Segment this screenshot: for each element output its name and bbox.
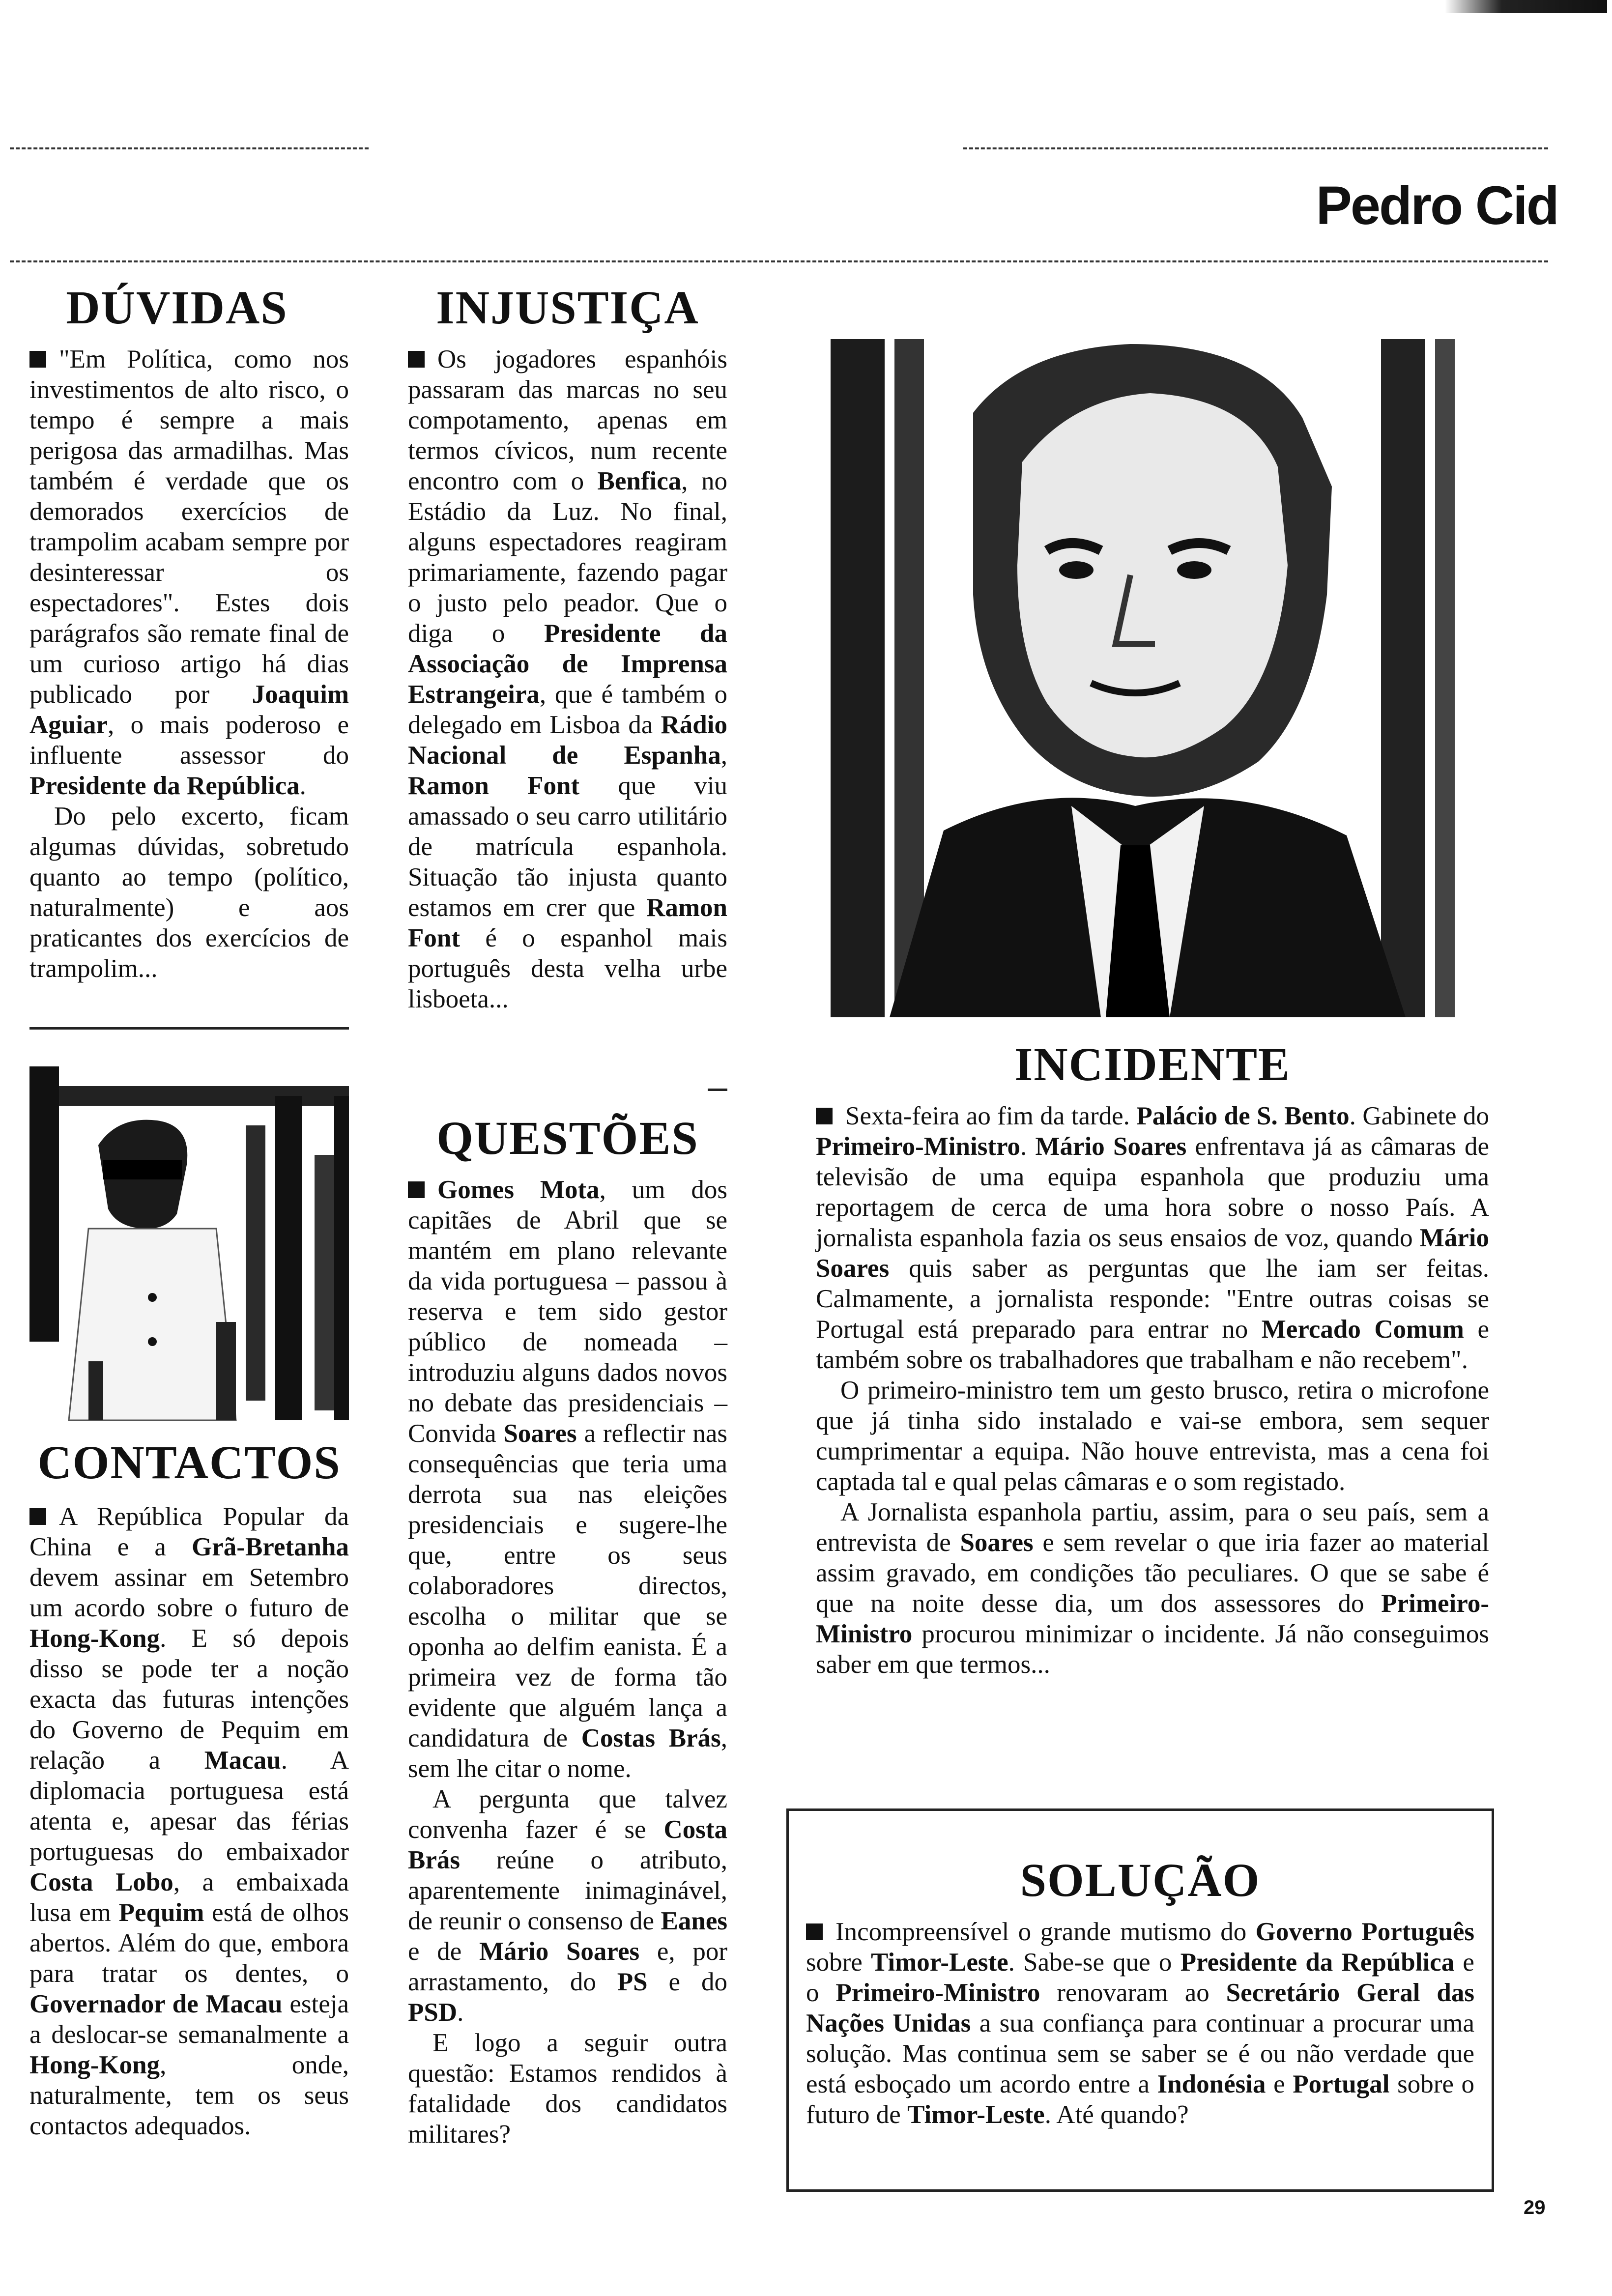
page-number: 29 <box>1524 2197 1546 2218</box>
photo-portrait-man <box>816 339 1489 1017</box>
questoes-paragraph-3: E logo a seguir outra questão: Estamos rendidos à fatalidade dos candidatos militares? <box>408 2029 727 2149</box>
bullet-square-icon <box>29 351 46 368</box>
questoes-heading: QUESTÕES <box>436 1112 699 1164</box>
incidente-heading: INCIDENTE <box>1014 1038 1291 1091</box>
photo-man-sunglasses <box>29 1066 349 1425</box>
duvidas-article <box>29 344 349 984</box>
contactos-heading: CONTACTOS <box>37 1436 341 1489</box>
bullet-square-icon <box>806 1923 823 1940</box>
author-name: Pedro Cid <box>1316 175 1558 236</box>
incidente-paragraph-2: O primeiro-ministro tem um gesto brusco, retira o microfone que já tinha sido instalado e vai-se embora, sem sequer cumprimentar a equipa. Não houve entrevista, mas a cena foi captada tal e qual pelas câmaras e o som registado. <box>816 1376 1489 1496</box>
header-rule-right <box>963 147 1548 149</box>
bullet-square-icon <box>408 351 425 368</box>
solucao-heading: SOLUÇÃO <box>1020 1854 1261 1906</box>
questoes-article <box>408 1175 727 2150</box>
contactos-article <box>29 1501 349 2141</box>
column2-short-rule <box>708 1089 727 1091</box>
incidente-paragraph-1: Sexta-feira ao fim da tarde. Palácio de S. Bento. Gabinete do Primeiro-Ministro. Mário Soares enfrentava já as câmaras de televisão de uma equipa espanhola que produziu uma reportagem de cerca de uma hora sobre o nosso País. A jornalista espanhola fazia os seus ensaios de voz, quando Mário Soares quis saber as perguntas que lhe iam ser feitas. Calmamente, a jornalista responde: "Entre outras coisas se Portugal está preparado para entrar no Mercado Comum e também sobre os trabalhadores que trabalham e não recebem". <box>816 1102 1490 1374</box>
questoes-paragraph-2: A pergunta que talvez convenha fazer é se Costa Brás reúne o atributo, aparentemente inimaginável, de reunir o consenso de Eanes e de Mário Soares e, por arrastamento, do PS e do PSD. <box>408 1785 727 2027</box>
incidente-paragraph-3: A Jornalista espanhola partiu, assim, para o seu país, sem a entrevista de Soares e sem revelar o que iria fazer ao material assim gravado, em condições tão peculiares. O que se sabe é que na noite desse dia, um dos assessores do Primeiro-Ministro procurou minimizar o incidente. Já não conseguimos saber em que termos... <box>816 1498 1489 1679</box>
contactos-paragraph-1: A República Popular da China e a Grã-Bretanha devem assinar em Setembro um acordo sobre o futuro de Hong-Kong. E só depois disso se pode ter a noção exacta das futuras intenções do Governo de Pequim em relação a Macau. A diplomacia portuguesa está atenta e, apesar das férias portuguesas do embaixador Costa Lobo, a embaixada lusa em Pequim está de olhos abertos. Além do que, embora para tratar os dentes, o Governador de Macau esteja a deslocar-se semanalmente a Hong-Kong, onde, naturalmente, tem os seus contactos adequados. <box>29 1502 349 2140</box>
header-rule-bottom <box>10 260 1548 262</box>
bullet-square-icon <box>816 1108 833 1124</box>
bullet-square-icon <box>408 1181 425 1198</box>
solucao-paragraph-1: Incompreensível o grande mutismo do Governo Português sobre Timor-Leste. Sabe-se que o Presidente da República e o Primeiro-Ministro renovaram ao Secretário Geral das Nações Unidas a sua confiança para continuar a procurar uma solução. Mas continua sem se saber se é ou não verdade que está esboçado um acordo entre a Indonésia e Portugal sobre o futuro de Timor-Leste. Até quando? <box>806 1918 1474 2129</box>
column1-divider <box>29 1027 349 1030</box>
injustica-heading: INJUSTIÇA <box>436 281 699 334</box>
injustica-article <box>408 344 727 1014</box>
top-decorative-bar <box>1445 0 1607 13</box>
questoes-paragraph-1: Gomes Mota, um dos capitães de Abril que se mantém em plano relevante da vida portuguesa – passou à reserva e tem sido gestor público de nomeada – introduziu alguns dados novos no debate das presidenciais – Convida Soares a reflectir nas consequências que teria uma derrota sua nas eleições presidenciais e sugere-lhe que, entre os seus colaboradores directos, escolha o militar que se oponha ao delfim eanista. É a primeira vez de forma tão evidente que alguém lança a candidatura de Costas Brás, sem lhe citar o nome. <box>408 1176 727 1783</box>
incidente-article <box>816 1101 1489 1680</box>
bullet-square-icon <box>29 1508 46 1525</box>
solucao-article <box>806 1917 1474 2130</box>
header-rule-left <box>10 147 369 149</box>
duvidas-paragraph-2: Do pelo excerto, ficam algumas dúvidas, sobretudo quanto ao tempo (político, naturalmente) e aos praticantes dos exercícios de trampolim... <box>29 802 349 983</box>
duvidas-paragraph-1: "Em Política, como nos investimentos de alto risco, o tempo é sempre a mais perigosa das armadilhas. Mas também é verdade que os demorados exercícios de trampolim acabam sempre por desinteressar os espectadores". Estes dois parágrafos são remate final de um curioso artigo há dias publicado por Joaquim Aguiar, o mais poderoso e influente assessor do Presidente da República. <box>29 345 349 800</box>
duvidas-heading: DÚVIDAS <box>66 281 288 334</box>
injustica-paragraph-1: Os jogadores espanhóis passaram das marcas no seu compotamento, apenas em termos cívicos, num recente encontro com o Benfica, no Estádio da Luz. No final, alguns espectadores reagiram primariamente, fazendo pagar o justo pelo peador. Que o diga o Presidente da Associação de Imprensa Estrangeira, que é também o delegado em Lisboa da Rádio Nacional de Espanha, Ramon Font que viu amassado o seu carro utilitário de matrícula espanhola. Situação tão injusta quanto estamos em crer que Ramon Font é o espanhol mais português desta velha urbe lisboeta... <box>408 345 728 1013</box>
